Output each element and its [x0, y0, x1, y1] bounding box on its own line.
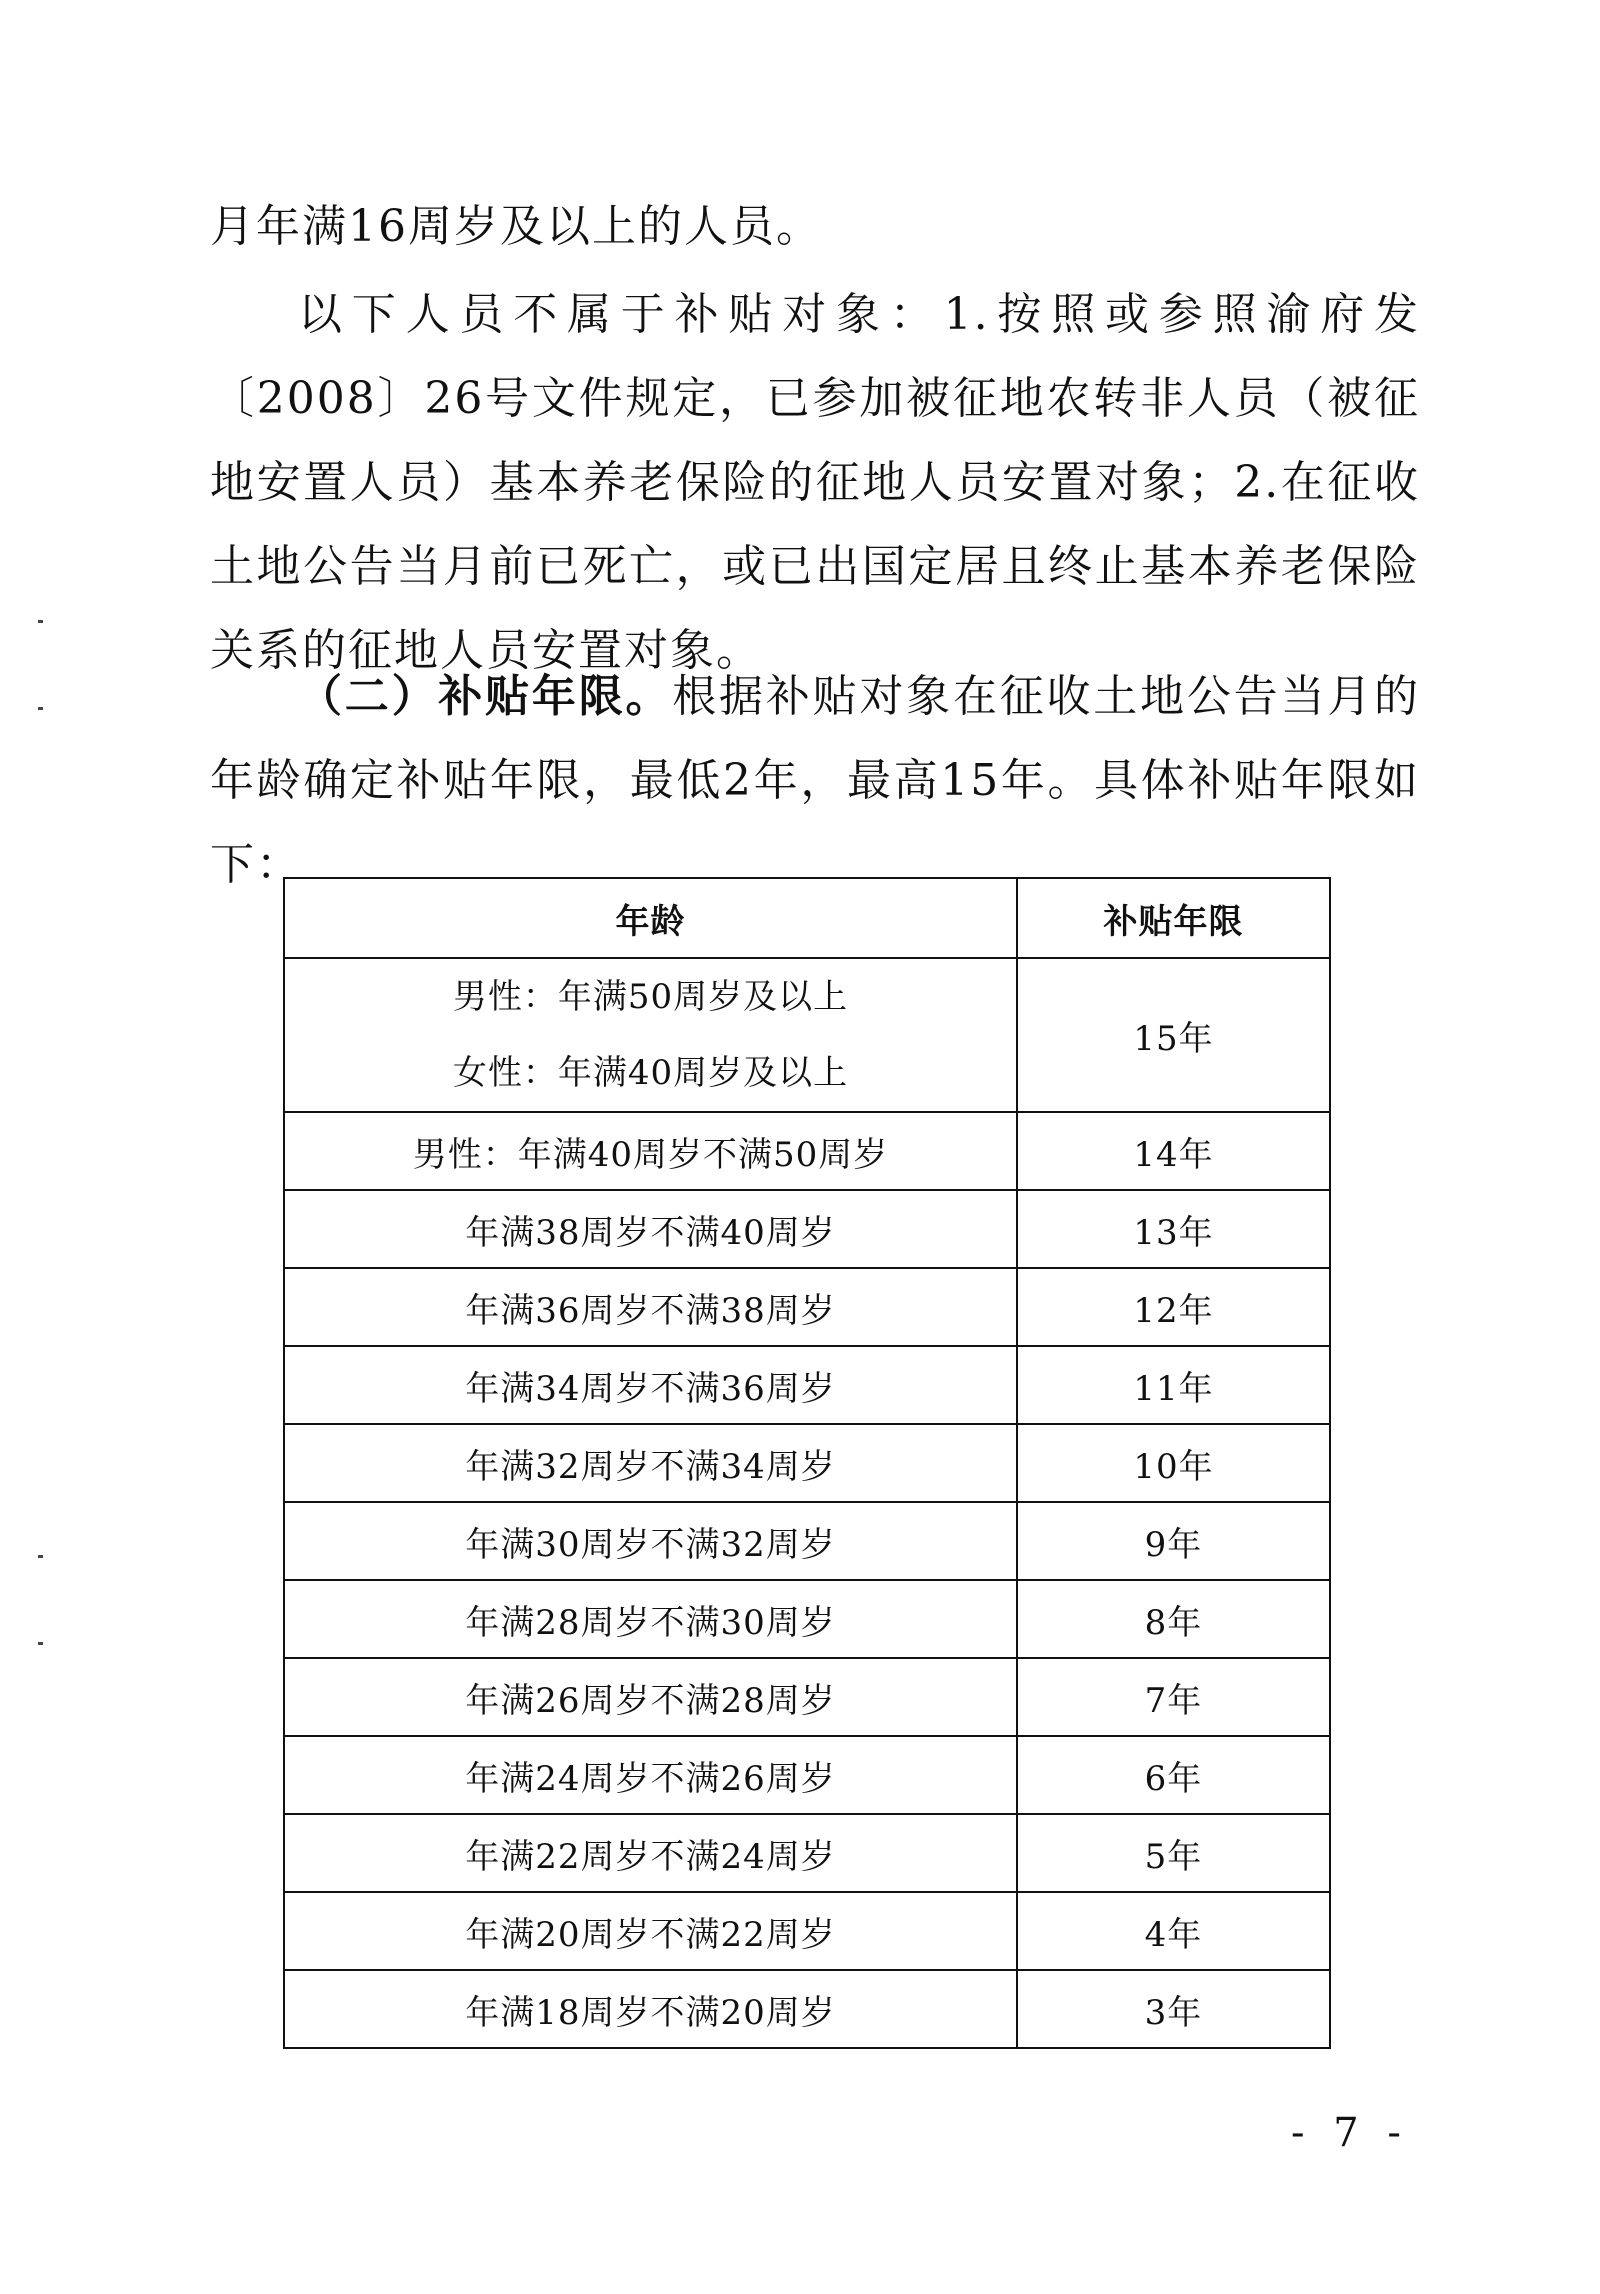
age-cell: 男性：年满40周岁不满50周岁	[284, 1112, 1017, 1190]
scan-mark	[38, 1555, 43, 1558]
table-row	[284, 1736, 1330, 1814]
age-cell: 年满36周岁不满38周岁	[284, 1268, 1017, 1346]
age-cell: 年满18周岁不满20周岁	[284, 1970, 1017, 2048]
table-row	[284, 1580, 1330, 1658]
section-heading: （二）补贴年限。	[298, 671, 673, 722]
table-row	[284, 1970, 1330, 2048]
years-cell: 9年	[1017, 1502, 1330, 1580]
years-cell: 7年	[1017, 1658, 1330, 1736]
years-cell: 15年	[1017, 958, 1330, 1112]
years-cell: 5年	[1017, 1814, 1330, 1892]
subsidy-table-container	[283, 877, 1331, 2049]
years-cell: 13年	[1017, 1190, 1330, 1268]
header-age: 年龄	[284, 878, 1017, 958]
years-cell: 14年	[1017, 1112, 1330, 1190]
section-body: 根据补贴对象在征收土地公告当月的年龄确定补贴年限，最低2年，最高15年。具体补贴年限如下：	[210, 671, 1421, 890]
subsidy-years-table	[283, 877, 1331, 2049]
scan-mark	[38, 707, 43, 710]
table-row	[284, 1658, 1330, 1736]
years-cell: 11年	[1017, 1346, 1330, 1424]
years-cell: 12年	[1017, 1268, 1330, 1346]
header-years: 补贴年限	[1017, 878, 1330, 958]
paragraph-continuation: 月年满16周岁及以上的人员。	[210, 201, 822, 252]
table-row	[284, 1190, 1330, 1268]
table-row	[284, 1346, 1330, 1424]
table-row	[284, 1892, 1330, 1970]
age-cell: 年满24周岁不满26周岁	[284, 1736, 1017, 1814]
table-header-row	[284, 878, 1330, 958]
scan-mark	[38, 1642, 43, 1645]
age-line-male: 男性：年满50周岁及以上	[452, 977, 849, 1017]
table-row	[284, 1112, 1330, 1190]
table-row	[284, 958, 1330, 1112]
age-cell: 年满38周岁不满40周岁	[284, 1190, 1017, 1268]
age-cell: 年满34周岁不满36周岁	[284, 1346, 1017, 1424]
age-cell: 年满32周岁不满34周岁	[284, 1424, 1017, 1502]
scan-mark	[38, 620, 43, 623]
paragraph-subsidy-years	[210, 655, 1420, 907]
years-cell: 4年	[1017, 1892, 1330, 1970]
table-row	[284, 1502, 1330, 1580]
years-cell: 3年	[1017, 1970, 1330, 2048]
years-cell: 10年	[1017, 1424, 1330, 1502]
age-cell: 年满20周岁不满22周岁	[284, 1892, 1017, 1970]
table-row	[284, 1814, 1330, 1892]
age-cell: 年满30周岁不满32周岁	[284, 1502, 1017, 1580]
age-line-female: 女性：年满40周岁及以上	[452, 1053, 849, 1093]
age-cell: 年满22周岁不满24周岁	[284, 1814, 1017, 1892]
years-cell: 8年	[1017, 1580, 1330, 1658]
table-row	[284, 1424, 1330, 1502]
age-cell: 年满26周岁不满28周岁	[284, 1658, 1017, 1736]
page-number: - 7 -	[1291, 2110, 1409, 2156]
table-row	[284, 1268, 1330, 1346]
years-cell: 6年	[1017, 1736, 1330, 1814]
age-cell: 年满28周岁不满30周岁	[284, 1580, 1017, 1658]
paragraph-exclusions: 以下人员不属于补贴对象：1.按照或参照渝府发〔2008〕26号文件规定，已参加被征地农转非人员（被征地安置人员）基本养老保险的征地人员安置对象；2.在征收土地公告当月前已死亡，或已出国定居且终止基本养老保险关系的征地人员安置对象。	[210, 289, 1420, 676]
age-cell	[284, 958, 1017, 1112]
